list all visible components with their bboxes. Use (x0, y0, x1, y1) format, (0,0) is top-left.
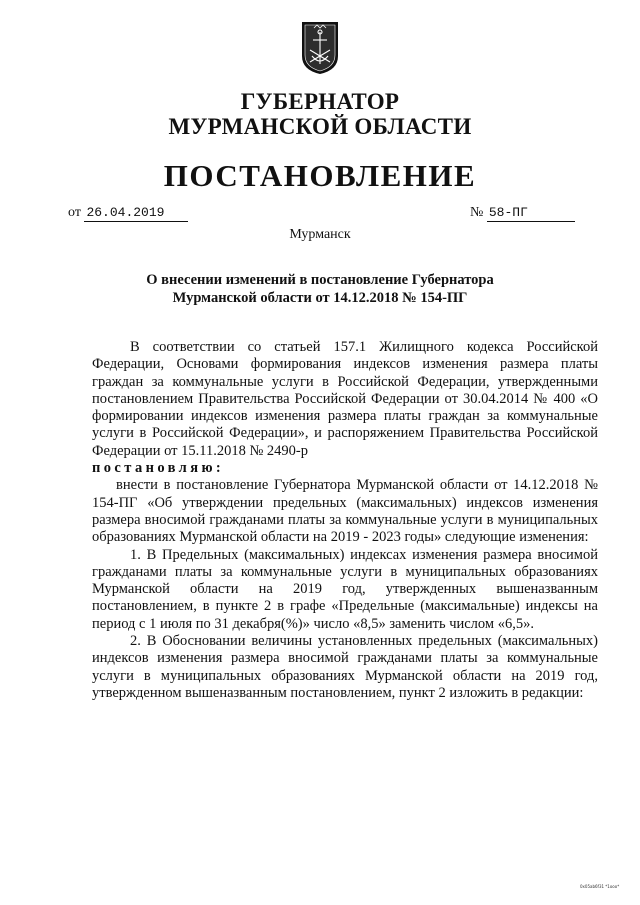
city-name: Мурманск (289, 227, 351, 242)
subject-line1: О внесении изменений в постановление Губернатора (146, 272, 494, 288)
date-value: 26.04.2019 (84, 205, 188, 222)
footer-service-mark: 0x05ab6f31 *1ooo* (580, 884, 620, 889)
item-2-paragraph: 2. В Обосновании величины установленных предельных (максимальных) индексов изменения размера вносимой гражданами платы за коммунальные услуги в муниципальных образованиях Мурманской области на 2019 год, утвержденном вышеназванным постановлением, пункт 2 изложить в редакции: (92, 633, 598, 701)
document-body (92, 339, 598, 702)
document-type-title: ПОСТАНОВЛЕНИЕ (163, 158, 477, 193)
number-field (470, 203, 575, 223)
authority-title-line1: ГУБЕРНАТОР (240, 89, 400, 114)
subject-line2: Мурманской области от 14.12.2018 № 154-ПГ (172, 290, 468, 306)
item-1-paragraph: 1. В Предельных (максимальных) индексах изменения размера вносимой гражданами платы за коммунальные услуги в муниципальных образованиях Мурманской области на 2019 год, утвержденных вышеназванным постановлением, в пункте 2 в графе «Предельные (максимальные) индексы на период с 1 июля по 31 декабря(%)» число «8,5» заменить числом «6,5». (92, 546, 598, 632)
date-prefix: от (68, 205, 81, 220)
decree-word: постановляю: (92, 460, 225, 477)
coat-of-arms-icon (300, 20, 340, 76)
intro-paragraph: внести в постановление Губернатора Мурманской области от 14.12.2018 № 154-ПГ «Об утверждении предельных (максимальных) индексов изменения размера вносимой гражданами платы за коммунальные услуги в муниципальных образованиях Мурманской области на 2019 - 2023 годы» следующие изменения: (92, 477, 598, 546)
date-field (68, 203, 188, 223)
authority-title-line2: МУРМАНСКОЙ ОБЛАСТИ (168, 114, 472, 139)
number-value: 58-ПГ (487, 205, 575, 222)
number-prefix: № (470, 205, 484, 220)
preamble-paragraph: В соответствии со статьей 157.1 Жилищного кодекса Российской Федерации, Основами формирования индексов изменения размера платы граждан за коммунальные услуги в Российской Федерации, утвержденными постановлением Правительства Российской Федерации от 30.04.2014 № 400 «О формировании индексов изменения размера платы граждан за коммунальные услуги в Российской Федерации», и распоряжением Правительства Российской Федерации от 15.11.2018 № 2490-р (92, 339, 598, 459)
